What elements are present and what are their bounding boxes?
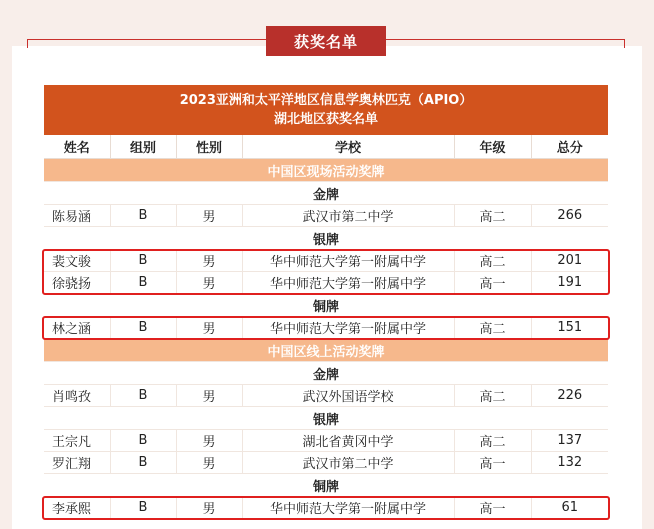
table-title-row <box>44 85 608 135</box>
cell-score: 137 <box>531 430 608 452</box>
cell-gender: 男 <box>176 497 242 519</box>
cell-score: 61 <box>531 497 608 519</box>
award-table <box>44 85 608 519</box>
medal-row <box>44 407 608 430</box>
cell-gender: 男 <box>176 205 242 227</box>
cell-school: 华中师范大学第一附属中学 <box>242 497 454 519</box>
cell-grade: 高二 <box>454 205 531 227</box>
col-grade: 年级 <box>454 135 531 159</box>
cell-name: 李承熙 <box>44 497 110 519</box>
cell-name: 裴文骏 <box>44 250 110 272</box>
cell-group: B <box>110 317 176 339</box>
cell-group: B <box>110 250 176 272</box>
cell-name: 林之涵 <box>44 317 110 339</box>
table-row <box>44 317 608 339</box>
cell-gender: 男 <box>176 250 242 272</box>
cell-score: 191 <box>531 272 608 294</box>
table-title-line2: 湖北地区获奖名单 <box>274 112 379 127</box>
cell-school: 武汉市第二中学 <box>242 205 454 227</box>
medal-row <box>44 227 608 250</box>
cell-school: 武汉外国语学校 <box>242 385 454 407</box>
cell-group: B <box>110 272 176 294</box>
column-header-row <box>44 135 608 159</box>
table-row <box>44 430 608 452</box>
medal-label: 金牌 <box>44 362 608 385</box>
cell-group: B <box>110 497 176 519</box>
cell-grade: 高二 <box>454 385 531 407</box>
cell-grade: 高二 <box>454 430 531 452</box>
section-title: 中国区现场活动奖牌 <box>44 159 608 182</box>
cell-name: 肖鸣孜 <box>44 385 110 407</box>
col-score: 总分 <box>531 135 608 159</box>
cell-school: 华中师范大学第一附属中学 <box>242 250 454 272</box>
cell-group: B <box>110 430 176 452</box>
section-title: 中国区线上活动奖牌 <box>44 339 608 362</box>
cell-score: 151 <box>531 317 608 339</box>
table-row <box>44 272 608 294</box>
table-row <box>44 205 608 227</box>
cell-score: 132 <box>531 452 608 474</box>
col-school: 学校 <box>242 135 454 159</box>
cell-name: 徐骁扬 <box>44 272 110 294</box>
cell-grade: 高一 <box>454 452 531 474</box>
cell-group: B <box>110 385 176 407</box>
medal-label: 金牌 <box>44 182 608 205</box>
cell-score: 266 <box>531 205 608 227</box>
section-row <box>44 339 608 362</box>
medal-row <box>44 362 608 385</box>
cell-group: B <box>110 452 176 474</box>
medal-label: 铜牌 <box>44 474 608 497</box>
cell-name: 罗汇翔 <box>44 452 110 474</box>
table-title-line1: 2023亚洲和太平洋地区信息学奥林匹克（APIO） <box>179 93 473 108</box>
col-group: 组别 <box>110 135 176 159</box>
cell-school: 华中师范大学第一附属中学 <box>242 272 454 294</box>
cell-school: 湖北省黄冈中学 <box>242 430 454 452</box>
cell-name: 王宗凡 <box>44 430 110 452</box>
cell-school: 武汉市第二中学 <box>242 452 454 474</box>
medal-label: 铜牌 <box>44 294 608 317</box>
cell-name: 陈易涵 <box>44 205 110 227</box>
medal-label: 银牌 <box>44 407 608 430</box>
col-name: 姓名 <box>44 135 110 159</box>
col-gender: 性别 <box>176 135 242 159</box>
medal-row <box>44 182 608 205</box>
table-row <box>44 452 608 474</box>
table-row <box>44 250 608 272</box>
cell-gender: 男 <box>176 317 242 339</box>
cell-grade: 高一 <box>454 272 531 294</box>
title-frame-left <box>27 39 28 48</box>
cell-school: 华中师范大学第一附属中学 <box>242 317 454 339</box>
medal-row <box>44 294 608 317</box>
table-row <box>44 497 608 519</box>
medal-row <box>44 474 608 497</box>
cell-gender: 男 <box>176 430 242 452</box>
medal-label: 银牌 <box>44 227 608 250</box>
cell-grade: 高一 <box>454 497 531 519</box>
page-title: 获奖名单 <box>266 26 386 56</box>
cell-grade: 高二 <box>454 250 531 272</box>
cell-gender: 男 <box>176 272 242 294</box>
cell-score: 201 <box>531 250 608 272</box>
cell-grade: 高二 <box>454 317 531 339</box>
title-frame-right <box>624 39 625 48</box>
cell-score: 226 <box>531 385 608 407</box>
table-title <box>44 85 608 135</box>
cell-gender: 男 <box>176 385 242 407</box>
cell-gender: 男 <box>176 452 242 474</box>
cell-group: B <box>110 205 176 227</box>
section-row <box>44 159 608 182</box>
table-row <box>44 385 608 407</box>
